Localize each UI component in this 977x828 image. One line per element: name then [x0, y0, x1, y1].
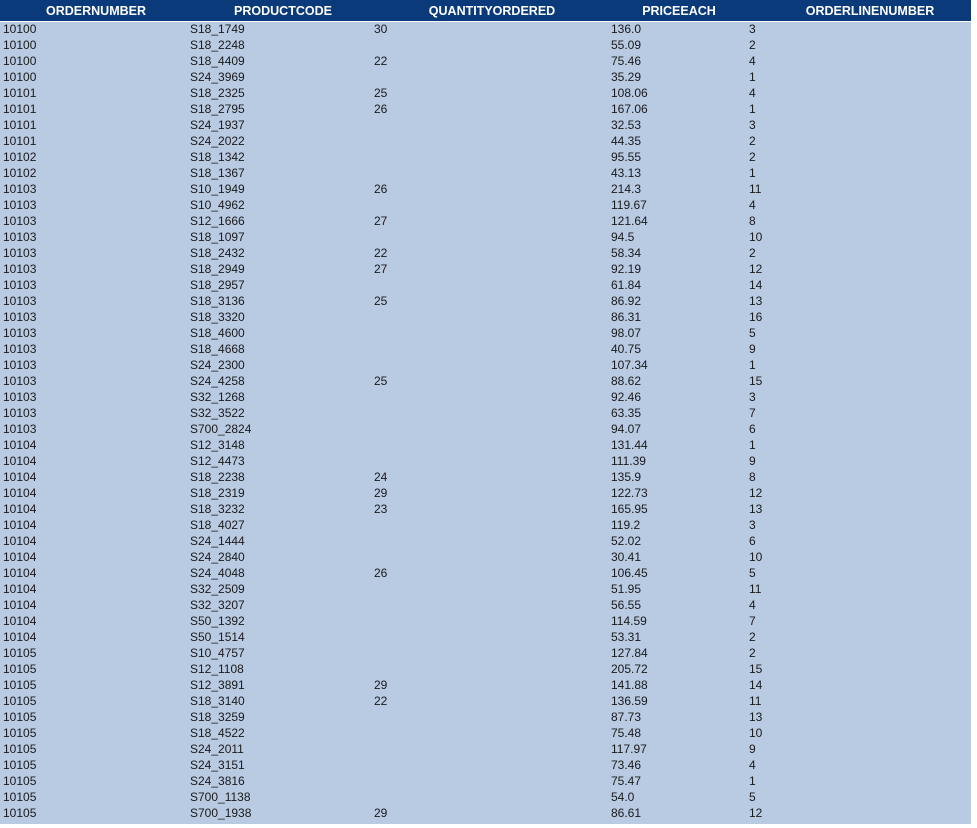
ordernumber-cell[interactable]: 10104 [3, 534, 37, 548]
orderlinenumber-cell[interactable]: 6 [749, 422, 756, 436]
productcode-cell[interactable]: S18_2319 [190, 486, 245, 500]
productcode-cell[interactable]: S18_3232 [190, 502, 245, 516]
productcode-cell[interactable]: S18_2238 [190, 470, 245, 484]
ordernumber-cell[interactable]: 10104 [3, 438, 37, 452]
ordernumber-cell[interactable]: 10103 [3, 390, 37, 404]
ordernumber-cell[interactable]: 10100 [3, 38, 37, 52]
table-row[interactable] [0, 293, 971, 309]
table-row[interactable] [0, 373, 971, 389]
productcode-cell[interactable]: S18_2795 [190, 102, 245, 116]
orderlinenumber-cell[interactable]: 12 [749, 262, 763, 276]
quantityordered-cell[interactable]: 26 [374, 102, 388, 116]
orderlinenumber-cell[interactable]: 5 [749, 326, 756, 340]
productcode-cell[interactable]: S24_2022 [190, 134, 245, 148]
ordernumber-cell[interactable]: 10103 [3, 198, 37, 212]
ordernumber-cell[interactable]: 10104 [3, 502, 37, 516]
table-row[interactable] [0, 213, 971, 229]
priceeach-cell[interactable]: 87.73 [611, 710, 642, 724]
ordernumber-cell[interactable]: 10104 [3, 470, 37, 484]
priceeach-cell[interactable]: 61.84 [611, 278, 642, 292]
productcode-cell[interactable]: S18_4668 [190, 342, 245, 356]
priceeach-cell[interactable]: 63.35 [611, 406, 642, 420]
orderlinenumber-cell[interactable]: 4 [749, 54, 756, 68]
productcode-cell[interactable]: S24_3151 [190, 758, 245, 772]
quantityordered-cell[interactable]: 29 [374, 678, 388, 692]
table-row[interactable] [0, 469, 971, 485]
orderlinenumber-cell[interactable]: 10 [749, 726, 763, 740]
orderlinenumber-cell[interactable]: 8 [749, 214, 756, 228]
table-row[interactable] [0, 485, 971, 501]
orderlinenumber-cell[interactable]: 11 [749, 182, 762, 196]
table-row[interactable] [0, 549, 971, 565]
quantityordered-cell[interactable]: 26 [374, 566, 388, 580]
ordernumber-cell[interactable]: 10105 [3, 662, 37, 676]
productcode-cell[interactable]: S12_1108 [190, 662, 244, 676]
productcode-cell[interactable]: S50_1392 [190, 614, 245, 628]
table-row[interactable] [0, 421, 971, 437]
orderlinenumber-cell[interactable]: 3 [749, 390, 756, 404]
table-row[interactable] [0, 613, 971, 629]
productcode-cell[interactable]: S12_1666 [190, 214, 245, 228]
table-row[interactable] [0, 565, 971, 581]
table-row[interactable] [0, 453, 971, 469]
ordernumber-cell[interactable]: 10101 [3, 102, 37, 116]
ordernumber-cell[interactable]: 10102 [3, 166, 37, 180]
orderlinenumber-cell[interactable]: 1 [749, 70, 756, 84]
productcode-cell[interactable]: S18_3136 [190, 294, 245, 308]
ordernumber-cell[interactable]: 10105 [3, 742, 37, 756]
table-row[interactable] [0, 581, 971, 597]
productcode-cell[interactable]: S18_1367 [190, 166, 245, 180]
productcode-cell[interactable]: S18_4522 [190, 726, 245, 740]
productcode-cell[interactable]: S12_4473 [190, 454, 245, 468]
table-row[interactable] [0, 133, 971, 149]
priceeach-cell[interactable]: 43.13 [611, 166, 642, 180]
priceeach-cell[interactable]: 32.53 [611, 118, 642, 132]
priceeach-cell[interactable]: 86.31 [611, 310, 642, 324]
table-row[interactable] [0, 741, 971, 757]
productcode-cell[interactable]: S12_3148 [190, 438, 245, 452]
table-row[interactable] [0, 261, 971, 277]
ordernumber-cell[interactable]: 10105 [3, 806, 37, 820]
table-row[interactable] [0, 117, 971, 133]
productcode-cell[interactable]: S50_1514 [190, 630, 245, 644]
orderlinenumber-cell[interactable]: 4 [749, 598, 756, 612]
ordernumber-cell[interactable]: 10105 [3, 774, 37, 788]
ordernumber-cell[interactable]: 10103 [3, 358, 37, 372]
orderlinenumber-cell[interactable]: 5 [749, 566, 756, 580]
priceeach-cell[interactable]: 121.64 [611, 214, 648, 228]
orderlinenumber-cell[interactable]: 12 [749, 486, 763, 500]
ordernumber-cell[interactable]: 10104 [3, 486, 37, 500]
productcode-cell[interactable]: S18_4409 [190, 54, 245, 68]
orderlinenumber-cell[interactable]: 10 [749, 230, 763, 244]
ordernumber-cell[interactable]: 10103 [3, 182, 37, 196]
priceeach-cell[interactable]: 44.35 [611, 134, 642, 148]
table-row[interactable] [0, 773, 971, 789]
ordernumber-cell[interactable]: 10103 [3, 342, 37, 356]
orderlinenumber-cell[interactable]: 4 [749, 758, 756, 772]
orderlinenumber-cell[interactable]: 2 [749, 646, 756, 660]
priceeach-cell[interactable]: 135.9 [611, 470, 642, 484]
ordernumber-cell[interactable]: 10103 [3, 278, 37, 292]
ordernumber-cell[interactable]: 10103 [3, 326, 37, 340]
productcode-cell[interactable]: S18_1342 [190, 150, 245, 164]
productcode-cell[interactable]: S18_1749 [190, 22, 245, 36]
quantityordered-cell[interactable]: 22 [374, 54, 388, 68]
orderlinenumber-cell[interactable]: 10 [749, 550, 763, 564]
table-row[interactable] [0, 149, 971, 165]
ordernumber-cell[interactable]: 10104 [3, 598, 37, 612]
priceeach-cell[interactable]: 127.84 [611, 646, 648, 660]
priceeach-cell[interactable]: 75.46 [611, 54, 642, 68]
quantityordered-cell[interactable]: 25 [374, 374, 388, 388]
table-row[interactable] [0, 693, 971, 709]
productcode-cell[interactable]: S32_3522 [190, 406, 245, 420]
ordernumber-cell[interactable]: 10102 [3, 150, 37, 164]
orderlinenumber-cell[interactable]: 9 [749, 742, 756, 756]
table-row[interactable] [0, 357, 971, 373]
orderlinenumber-cell[interactable]: 3 [749, 518, 756, 532]
ordernumber-cell[interactable]: 10105 [3, 758, 37, 772]
productcode-cell[interactable]: S24_1937 [190, 118, 245, 132]
orderlinenumber-cell[interactable]: 11 [749, 582, 762, 596]
table-row[interactable] [0, 789, 971, 805]
priceeach-cell[interactable]: 86.92 [611, 294, 642, 308]
table-row[interactable] [0, 517, 971, 533]
orderlinenumber-cell[interactable]: 2 [749, 150, 756, 164]
orderlinenumber-cell[interactable]: 14 [749, 278, 763, 292]
table-row[interactable] [0, 53, 971, 69]
priceeach-cell[interactable]: 98.07 [611, 326, 642, 340]
grid-body [0, 21, 971, 821]
productcode-cell[interactable]: S32_1268 [190, 390, 245, 404]
productcode-cell[interactable]: S700_1938 [190, 806, 252, 820]
orderlinenumber-cell[interactable]: 15 [749, 374, 763, 388]
quantityordered-cell[interactable]: 26 [374, 182, 388, 196]
ordernumber-cell[interactable]: 10103 [3, 214, 37, 228]
orderlinenumber-cell[interactable]: 3 [749, 22, 756, 36]
priceeach-cell[interactable]: 54.0 [611, 790, 635, 804]
productcode-cell[interactable]: S18_3259 [190, 710, 245, 724]
orderlinenumber-cell[interactable]: 3 [749, 118, 756, 132]
orderlinenumber-cell[interactable]: 11 [749, 694, 762, 708]
priceeach-cell[interactable]: 88.62 [611, 374, 642, 388]
priceeach-cell[interactable]: 53.31 [611, 630, 642, 644]
ordernumber-cell[interactable]: 10105 [3, 678, 37, 692]
orderlinenumber-cell[interactable]: 12 [749, 806, 763, 820]
ordernumber-cell[interactable]: 10103 [3, 310, 37, 324]
priceeach-cell[interactable]: 122.73 [611, 486, 648, 500]
productcode-cell[interactable]: S18_4027 [190, 518, 245, 532]
column-header-productcode[interactable]: PRODUCTCODE [234, 4, 332, 18]
ordernumber-cell[interactable]: 10103 [3, 374, 37, 388]
priceeach-cell[interactable]: 94.07 [611, 422, 642, 436]
orderlinenumber-cell[interactable]: 13 [749, 502, 763, 516]
priceeach-cell[interactable]: 35.29 [611, 70, 642, 84]
quantityordered-cell[interactable]: 27 [374, 214, 388, 228]
ordernumber-cell[interactable]: 10100 [3, 22, 37, 36]
productcode-cell[interactable]: S24_4048 [190, 566, 245, 580]
ordernumber-cell[interactable]: 10104 [3, 582, 37, 596]
priceeach-cell[interactable]: 107.34 [611, 358, 648, 372]
quantityordered-cell[interactable]: 25 [374, 86, 388, 100]
productcode-cell[interactable]: S24_3969 [190, 70, 245, 84]
table-row[interactable] [0, 341, 971, 357]
productcode-cell[interactable]: S18_1097 [190, 230, 245, 244]
priceeach-cell[interactable]: 86.61 [611, 806, 642, 820]
orderlinenumber-cell[interactable]: 5 [749, 790, 756, 804]
productcode-cell[interactable]: S10_4962 [190, 198, 245, 212]
quantityordered-cell[interactable]: 22 [374, 246, 388, 260]
orderlinenumber-cell[interactable]: 2 [749, 246, 756, 260]
orderlinenumber-cell[interactable]: 1 [749, 438, 756, 452]
ordernumber-cell[interactable]: 10104 [3, 566, 37, 580]
productcode-cell[interactable]: S18_2957 [190, 278, 245, 292]
table-row[interactable] [0, 37, 971, 53]
productcode-cell[interactable]: S700_1138 [190, 790, 251, 804]
productcode-cell[interactable]: S700_2824 [190, 422, 252, 436]
table-row[interactable] [0, 597, 971, 613]
table-row[interactable] [0, 533, 971, 549]
ordernumber-cell[interactable]: 10101 [3, 118, 37, 132]
priceeach-cell[interactable]: 40.75 [611, 342, 642, 356]
table-row[interactable] [0, 181, 971, 197]
orderlinenumber-cell[interactable]: 9 [749, 454, 756, 468]
productcode-cell[interactable]: S24_1444 [190, 534, 245, 548]
orderlinenumber-cell[interactable]: 13 [749, 294, 763, 308]
productcode-cell[interactable]: S24_2011 [190, 742, 244, 756]
priceeach-cell[interactable]: 92.46 [611, 390, 642, 404]
ordernumber-cell[interactable]: 10104 [3, 550, 37, 564]
table-row[interactable] [0, 309, 971, 325]
orderlinenumber-cell[interactable]: 1 [749, 358, 756, 372]
table-row[interactable] [0, 277, 971, 293]
orderlinenumber-cell[interactable]: 13 [749, 710, 763, 724]
ordernumber-cell[interactable]: 10105 [3, 710, 37, 724]
table-row[interactable] [0, 709, 971, 725]
priceeach-cell[interactable]: 108.06 [611, 86, 648, 100]
productcode-cell[interactable]: S18_4600 [190, 326, 245, 340]
table-row[interactable] [0, 501, 971, 517]
ordernumber-cell[interactable]: 10104 [3, 614, 37, 628]
quantityordered-cell[interactable]: 29 [374, 486, 388, 500]
orderlinenumber-cell[interactable]: 15 [749, 662, 763, 676]
ordernumber-cell[interactable]: 10101 [3, 86, 37, 100]
priceeach-cell[interactable]: 119.2 [611, 518, 641, 532]
grid-header [0, 0, 971, 22]
priceeach-cell[interactable]: 117.97 [611, 742, 647, 756]
priceeach-cell[interactable]: 52.02 [611, 534, 642, 548]
quantityordered-cell[interactable]: 30 [374, 22, 388, 36]
productcode-cell[interactable]: S18_3320 [190, 310, 245, 324]
priceeach-cell[interactable]: 95.55 [611, 150, 642, 164]
priceeach-cell[interactable]: 214.3 [611, 182, 642, 196]
productcode-cell[interactable]: S32_3207 [190, 598, 245, 612]
orderlinenumber-cell[interactable]: 7 [749, 614, 756, 628]
productcode-cell[interactable]: S12_3891 [190, 678, 245, 692]
productcode-cell[interactable]: S24_4258 [190, 374, 245, 388]
ordernumber-cell[interactable]: 10105 [3, 646, 37, 660]
column-header-priceeach[interactable]: PRICEEACH [642, 4, 716, 18]
quantityordered-cell[interactable]: 29 [374, 806, 388, 820]
column-header-ordernumber[interactable]: ORDERNUMBER [46, 4, 146, 18]
quantityordered-cell[interactable]: 24 [374, 470, 388, 484]
productcode-cell[interactable]: S18_3140 [190, 694, 245, 708]
priceeach-cell[interactable]: 136.59 [611, 694, 648, 708]
orderlinenumber-cell[interactable]: 1 [749, 166, 756, 180]
priceeach-cell[interactable]: 75.47 [611, 774, 642, 788]
priceeach-cell[interactable]: 56.55 [611, 598, 642, 612]
orderlinenumber-cell[interactable]: 16 [749, 310, 763, 324]
table-row[interactable] [0, 389, 971, 405]
table-row[interactable] [0, 165, 971, 181]
table-row[interactable] [0, 805, 971, 821]
table-row[interactable] [0, 229, 971, 245]
ordernumber-cell[interactable]: 10105 [3, 694, 37, 708]
priceeach-cell[interactable]: 92.19 [611, 262, 642, 276]
productcode-cell[interactable]: S32_2509 [190, 582, 245, 596]
priceeach-cell[interactable]: 114.59 [611, 614, 647, 628]
ordernumber-cell[interactable]: 10100 [3, 54, 37, 68]
table-row[interactable] [0, 325, 971, 341]
table-row[interactable] [0, 197, 971, 213]
orderlinenumber-cell[interactable]: 1 [749, 102, 756, 116]
quantityordered-cell[interactable]: 25 [374, 294, 388, 308]
column-header-orderlinenumber[interactable]: ORDERLINENUMBER [805, 4, 935, 18]
orderlinenumber-cell[interactable]: 14 [749, 678, 763, 692]
table-row[interactable] [0, 725, 971, 741]
ordernumber-cell[interactable]: 10100 [3, 70, 37, 84]
productcode-cell[interactable]: S24_2840 [190, 550, 245, 564]
productcode-cell[interactable]: S18_2325 [190, 86, 245, 100]
ordernumber-cell[interactable]: 10103 [3, 422, 37, 436]
productcode-cell[interactable]: S24_2300 [190, 358, 245, 372]
productcode-cell[interactable]: S10_4757 [190, 646, 245, 660]
productcode-cell[interactable]: S10_1949 [190, 182, 245, 196]
quantityordered-cell[interactable]: 23 [374, 502, 388, 516]
ordernumber-cell[interactable]: 10103 [3, 294, 37, 308]
orderlinenumber-cell[interactable]: 7 [749, 406, 756, 420]
ordernumber-cell[interactable]: 10103 [3, 246, 37, 260]
orderlinenumber-cell[interactable]: 1 [749, 774, 756, 788]
priceeach-cell[interactable]: 73.46 [611, 758, 642, 772]
priceeach-cell[interactable]: 119.67 [611, 198, 647, 212]
table-row[interactable] [0, 21, 971, 37]
priceeach-cell[interactable]: 106.45 [611, 566, 648, 580]
orderlinenumber-cell[interactable]: 9 [749, 342, 756, 356]
priceeach-cell[interactable]: 205.72 [611, 662, 648, 676]
productcode-cell[interactable]: S24_3816 [190, 774, 245, 788]
ordernumber-cell[interactable]: 10104 [3, 630, 37, 644]
ordernumber-cell[interactable]: 10103 [3, 262, 37, 276]
table-row[interactable] [0, 245, 971, 261]
priceeach-cell[interactable]: 111.39 [611, 454, 646, 468]
table-row[interactable] [0, 101, 971, 117]
column-header-quantityordered[interactable]: QUANTITYORDERED [428, 4, 556, 18]
ordernumber-cell[interactable]: 10103 [3, 230, 37, 244]
table-row[interactable] [0, 757, 971, 773]
ordernumber-cell[interactable]: 10101 [3, 134, 37, 148]
orderlinenumber-cell[interactable]: 6 [749, 534, 756, 548]
table-row[interactable] [0, 85, 971, 101]
ordernumber-cell[interactable]: 10104 [3, 454, 37, 468]
productcode-cell[interactable]: S18_2248 [190, 38, 245, 52]
orderlinenumber-cell[interactable]: 2 [749, 134, 756, 148]
priceeach-cell[interactable]: 141.88 [611, 678, 648, 692]
orderlinenumber-cell[interactable]: 8 [749, 470, 756, 484]
orderlinenumber-cell[interactable]: 2 [749, 630, 756, 644]
priceeach-cell[interactable]: 167.06 [611, 102, 648, 116]
ordernumber-cell[interactable]: 10103 [3, 406, 37, 420]
table-row[interactable] [0, 405, 971, 421]
productcode-cell[interactable]: S18_2949 [190, 262, 245, 276]
productcode-cell[interactable]: S18_2432 [190, 246, 245, 260]
table-row[interactable] [0, 645, 971, 661]
table-row[interactable] [0, 437, 971, 453]
orderlinenumber-cell[interactable]: 2 [749, 38, 756, 52]
ordernumber-cell[interactable]: 10105 [3, 726, 37, 740]
ordernumber-cell[interactable]: 10105 [3, 790, 37, 804]
quantityordered-cell[interactable]: 22 [374, 694, 388, 708]
quantityordered-cell[interactable]: 27 [374, 262, 388, 276]
priceeach-cell[interactable]: 30.41 [611, 550, 642, 564]
priceeach-cell[interactable]: 58.34 [611, 246, 642, 260]
priceeach-cell[interactable]: 94.5 [611, 230, 635, 244]
priceeach-cell[interactable]: 131.44 [611, 438, 648, 452]
table-row[interactable] [0, 69, 971, 85]
table-row[interactable] [0, 629, 971, 645]
table-row[interactable] [0, 677, 971, 693]
priceeach-cell[interactable]: 75.48 [611, 726, 642, 740]
orderlinenumber-cell[interactable]: 4 [749, 86, 756, 100]
priceeach-cell[interactable]: 55.09 [611, 38, 642, 52]
priceeach-cell[interactable]: 51.95 [611, 582, 642, 596]
orderlinenumber-cell[interactable]: 4 [749, 198, 756, 212]
table-row[interactable] [0, 661, 971, 677]
priceeach-cell[interactable]: 136.0 [611, 22, 642, 36]
priceeach-cell[interactable]: 165.95 [611, 502, 648, 516]
ordernumber-cell[interactable]: 10104 [3, 518, 37, 532]
